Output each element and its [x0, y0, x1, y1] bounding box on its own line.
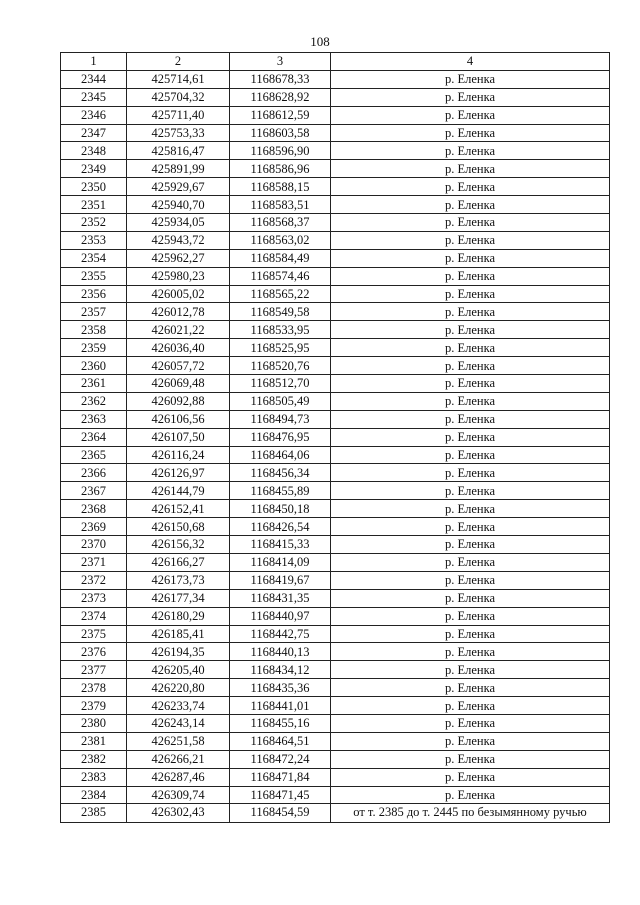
- cell-description: р. Еленка: [331, 500, 610, 518]
- cell-point-number: 2372: [61, 571, 127, 589]
- cell-point-number: 2347: [61, 124, 127, 142]
- table-row: [61, 214, 610, 232]
- table-row: [61, 267, 610, 285]
- cell-point-number: 2345: [61, 88, 127, 106]
- cell-description: р. Еленка: [331, 553, 610, 571]
- table-row: [61, 339, 610, 357]
- cell-description: р. Еленка: [331, 661, 610, 679]
- cell-x-coordinate: 425714,61: [127, 70, 230, 88]
- cell-description: р. Еленка: [331, 589, 610, 607]
- cell-point-number: 2376: [61, 643, 127, 661]
- cell-y-coordinate: 1168520,76: [230, 357, 331, 375]
- cell-x-coordinate: 426057,72: [127, 357, 230, 375]
- cell-y-coordinate: 1168549,58: [230, 303, 331, 321]
- cell-point-number: 2385: [61, 804, 127, 823]
- cell-description: р. Еленка: [331, 231, 610, 249]
- cell-x-coordinate: 426116,24: [127, 446, 230, 464]
- cell-y-coordinate: 1168563,02: [230, 231, 331, 249]
- cell-point-number: 2349: [61, 160, 127, 178]
- cell-y-coordinate: 1168533,95: [230, 321, 331, 339]
- cell-x-coordinate: 425962,27: [127, 249, 230, 267]
- cell-description: р. Еленка: [331, 160, 610, 178]
- table-row: [61, 106, 610, 124]
- cell-y-coordinate: 1168455,89: [230, 482, 331, 500]
- cell-x-coordinate: 426069,48: [127, 375, 230, 393]
- cell-description: р. Еленка: [331, 285, 610, 303]
- cell-y-coordinate: 1168472,24: [230, 750, 331, 768]
- cell-description: р. Еленка: [331, 643, 610, 661]
- table-row: [61, 196, 610, 214]
- cell-description: р. Еленка: [331, 267, 610, 285]
- table-row: [61, 768, 610, 786]
- table-row: [61, 428, 610, 446]
- table-row: [61, 553, 610, 571]
- cell-description: р. Еленка: [331, 786, 610, 804]
- table-row: [61, 142, 610, 160]
- table-row: [61, 178, 610, 196]
- cell-point-number: 2363: [61, 410, 127, 428]
- cell-x-coordinate: 426180,29: [127, 607, 230, 625]
- cell-x-coordinate: 426233,74: [127, 697, 230, 715]
- column-header-x: 2: [127, 53, 230, 71]
- cell-point-number: 2356: [61, 285, 127, 303]
- cell-y-coordinate: 1168586,96: [230, 160, 331, 178]
- cell-point-number: 2384: [61, 786, 127, 804]
- column-header-point: 1: [61, 53, 127, 71]
- cell-x-coordinate: 426150,68: [127, 518, 230, 536]
- cell-x-coordinate: 425929,67: [127, 178, 230, 196]
- cell-x-coordinate: 426266,21: [127, 750, 230, 768]
- cell-description: р. Еленка: [331, 518, 610, 536]
- cell-y-coordinate: 1168628,92: [230, 88, 331, 106]
- cell-x-coordinate: 426173,73: [127, 571, 230, 589]
- cell-x-coordinate: 426107,50: [127, 428, 230, 446]
- cell-x-coordinate: 426309,74: [127, 786, 230, 804]
- table-row: [61, 249, 610, 267]
- cell-point-number: 2354: [61, 249, 127, 267]
- cell-y-coordinate: 1168455,16: [230, 714, 331, 732]
- cell-description: р. Еленка: [331, 464, 610, 482]
- cell-point-number: 2369: [61, 518, 127, 536]
- table-row: [61, 536, 610, 554]
- cell-y-coordinate: 1168568,37: [230, 214, 331, 232]
- table-row: [61, 88, 610, 106]
- table-row: [61, 321, 610, 339]
- cell-point-number: 2359: [61, 339, 127, 357]
- cell-x-coordinate: 425816,47: [127, 142, 230, 160]
- cell-point-number: 2374: [61, 607, 127, 625]
- cell-point-number: 2364: [61, 428, 127, 446]
- cell-point-number: 2360: [61, 357, 127, 375]
- cell-y-coordinate: 1168596,90: [230, 142, 331, 160]
- cell-y-coordinate: 1168471,45: [230, 786, 331, 804]
- cell-y-coordinate: 1168584,49: [230, 249, 331, 267]
- cell-point-number: 2365: [61, 446, 127, 464]
- cell-y-coordinate: 1168450,18: [230, 500, 331, 518]
- cell-x-coordinate: 426287,46: [127, 768, 230, 786]
- cell-description: р. Еленка: [331, 321, 610, 339]
- table-row: [61, 303, 610, 321]
- cell-x-coordinate: 425753,33: [127, 124, 230, 142]
- cell-description: р. Еленка: [331, 625, 610, 643]
- cell-y-coordinate: 1168454,59: [230, 804, 331, 823]
- cell-description: р. Еленка: [331, 249, 610, 267]
- column-header-y: 3: [230, 53, 331, 71]
- cell-description: р. Еленка: [331, 750, 610, 768]
- cell-description: р. Еленка: [331, 106, 610, 124]
- cell-point-number: 2352: [61, 214, 127, 232]
- cell-description: р. Еленка: [331, 571, 610, 589]
- cell-description: р. Еленка: [331, 607, 610, 625]
- cell-description: р. Еленка: [331, 88, 610, 106]
- cell-point-number: 2370: [61, 536, 127, 554]
- table-row: [61, 482, 610, 500]
- cell-description: р. Еленка: [331, 410, 610, 428]
- cell-description: р. Еленка: [331, 70, 610, 88]
- table-row: [61, 571, 610, 589]
- cell-description: р. Еленка: [331, 697, 610, 715]
- table-row: [61, 714, 610, 732]
- cell-description: р. Еленка: [331, 339, 610, 357]
- cell-description: р. Еленка: [331, 124, 610, 142]
- cell-description: р. Еленка: [331, 536, 610, 554]
- cell-x-coordinate: 426220,80: [127, 679, 230, 697]
- cell-x-coordinate: 425704,32: [127, 88, 230, 106]
- cell-point-number: 2350: [61, 178, 127, 196]
- cell-y-coordinate: 1168435,36: [230, 679, 331, 697]
- table-header-row: [61, 53, 610, 71]
- table-row: [61, 786, 610, 804]
- cell-x-coordinate: 426005,02: [127, 285, 230, 303]
- table-row: [61, 500, 610, 518]
- cell-y-coordinate: 1168415,33: [230, 536, 331, 554]
- table-row: [61, 375, 610, 393]
- cell-point-number: 2355: [61, 267, 127, 285]
- table-row: [61, 285, 610, 303]
- cell-y-coordinate: 1168464,51: [230, 732, 331, 750]
- cell-description: р. Еленка: [331, 375, 610, 393]
- cell-y-coordinate: 1168441,01: [230, 697, 331, 715]
- table-row: [61, 357, 610, 375]
- cell-point-number: 2382: [61, 750, 127, 768]
- cell-y-coordinate: 1168525,95: [230, 339, 331, 357]
- table-row: [61, 589, 610, 607]
- cell-x-coordinate: 425891,99: [127, 160, 230, 178]
- cell-point-number: 2379: [61, 697, 127, 715]
- cell-point-number: 2371: [61, 553, 127, 571]
- cell-y-coordinate: 1168603,58: [230, 124, 331, 142]
- coordinates-table: [60, 52, 610, 823]
- cell-x-coordinate: 426243,14: [127, 714, 230, 732]
- cell-y-coordinate: 1168678,33: [230, 70, 331, 88]
- column-header-description: 4: [331, 53, 610, 71]
- cell-y-coordinate: 1168431,35: [230, 589, 331, 607]
- table-row: [61, 643, 610, 661]
- cell-y-coordinate: 1168505,49: [230, 392, 331, 410]
- cell-y-coordinate: 1168456,34: [230, 464, 331, 482]
- table-row: [61, 697, 610, 715]
- table-row: [61, 124, 610, 142]
- cell-point-number: 2358: [61, 321, 127, 339]
- table-row: [61, 446, 610, 464]
- cell-x-coordinate: 426152,41: [127, 500, 230, 518]
- cell-y-coordinate: 1168471,84: [230, 768, 331, 786]
- cell-x-coordinate: 426166,27: [127, 553, 230, 571]
- cell-point-number: 2381: [61, 732, 127, 750]
- cell-point-number: 2377: [61, 661, 127, 679]
- cell-y-coordinate: 1168419,67: [230, 571, 331, 589]
- cell-point-number: 2348: [61, 142, 127, 160]
- cell-y-coordinate: 1168440,13: [230, 643, 331, 661]
- cell-description: р. Еленка: [331, 768, 610, 786]
- cell-x-coordinate: 426106,56: [127, 410, 230, 428]
- cell-description: р. Еленка: [331, 714, 610, 732]
- table-row: [61, 804, 610, 823]
- cell-x-coordinate: 426205,40: [127, 661, 230, 679]
- cell-point-number: 2366: [61, 464, 127, 482]
- cell-y-coordinate: 1168414,09: [230, 553, 331, 571]
- table-row: [61, 607, 610, 625]
- cell-x-coordinate: 426012,78: [127, 303, 230, 321]
- cell-x-coordinate: 425711,40: [127, 106, 230, 124]
- cell-description: р. Еленка: [331, 196, 610, 214]
- cell-point-number: 2344: [61, 70, 127, 88]
- cell-y-coordinate: 1168588,15: [230, 178, 331, 196]
- cell-x-coordinate: 426177,34: [127, 589, 230, 607]
- table-row: [61, 661, 610, 679]
- table-row: [61, 625, 610, 643]
- cell-description: р. Еленка: [331, 214, 610, 232]
- table-row: [61, 410, 610, 428]
- cell-y-coordinate: 1168426,54: [230, 518, 331, 536]
- cell-point-number: 2353: [61, 231, 127, 249]
- cell-y-coordinate: 1168565,22: [230, 285, 331, 303]
- table-body: [61, 70, 610, 823]
- cell-point-number: 2378: [61, 679, 127, 697]
- cell-description: р. Еленка: [331, 482, 610, 500]
- cell-x-coordinate: 426194,35: [127, 643, 230, 661]
- cell-y-coordinate: 1168494,73: [230, 410, 331, 428]
- cell-description: р. Еленка: [331, 428, 610, 446]
- table-row: [61, 679, 610, 697]
- cell-x-coordinate: 426036,40: [127, 339, 230, 357]
- cell-y-coordinate: 1168574,46: [230, 267, 331, 285]
- cell-x-coordinate: 426302,43: [127, 804, 230, 823]
- cell-y-coordinate: 1168612,59: [230, 106, 331, 124]
- cell-x-coordinate: 426251,58: [127, 732, 230, 750]
- cell-description: от т. 2385 до т. 2445 по безымянному ручью: [331, 804, 610, 823]
- cell-point-number: 2375: [61, 625, 127, 643]
- table-row: [61, 518, 610, 536]
- table-row: [61, 392, 610, 410]
- cell-x-coordinate: 426021,22: [127, 321, 230, 339]
- cell-x-coordinate: 426144,79: [127, 482, 230, 500]
- cell-point-number: 2383: [61, 768, 127, 786]
- cell-y-coordinate: 1168464,06: [230, 446, 331, 464]
- cell-point-number: 2373: [61, 589, 127, 607]
- cell-y-coordinate: 1168442,75: [230, 625, 331, 643]
- cell-x-coordinate: 426185,41: [127, 625, 230, 643]
- cell-point-number: 2357: [61, 303, 127, 321]
- cell-description: р. Еленка: [331, 303, 610, 321]
- cell-y-coordinate: 1168440,97: [230, 607, 331, 625]
- cell-point-number: 2351: [61, 196, 127, 214]
- cell-description: р. Еленка: [331, 732, 610, 750]
- cell-point-number: 2346: [61, 106, 127, 124]
- table-row: [61, 464, 610, 482]
- cell-x-coordinate: 425980,23: [127, 267, 230, 285]
- cell-y-coordinate: 1168476,95: [230, 428, 331, 446]
- cell-x-coordinate: 426092,88: [127, 392, 230, 410]
- cell-description: р. Еленка: [331, 357, 610, 375]
- cell-point-number: 2368: [61, 500, 127, 518]
- cell-y-coordinate: 1168512,70: [230, 375, 331, 393]
- table-row: [61, 70, 610, 88]
- cell-x-coordinate: 426126,97: [127, 464, 230, 482]
- cell-description: р. Еленка: [331, 679, 610, 697]
- cell-point-number: 2361: [61, 375, 127, 393]
- cell-point-number: 2362: [61, 392, 127, 410]
- table-row: [61, 750, 610, 768]
- cell-point-number: 2380: [61, 714, 127, 732]
- table-row: [61, 160, 610, 178]
- table-row: [61, 231, 610, 249]
- cell-description: р. Еленка: [331, 142, 610, 160]
- cell-x-coordinate: 425943,72: [127, 231, 230, 249]
- cell-description: р. Еленка: [331, 392, 610, 410]
- cell-description: р. Еленка: [331, 178, 610, 196]
- cell-y-coordinate: 1168583,51: [230, 196, 331, 214]
- cell-x-coordinate: 426156,32: [127, 536, 230, 554]
- cell-x-coordinate: 425934,05: [127, 214, 230, 232]
- cell-y-coordinate: 1168434,12: [230, 661, 331, 679]
- cell-point-number: 2367: [61, 482, 127, 500]
- cell-description: р. Еленка: [331, 446, 610, 464]
- page-number: 108: [310, 34, 330, 49]
- table-row: [61, 732, 610, 750]
- cell-x-coordinate: 425940,70: [127, 196, 230, 214]
